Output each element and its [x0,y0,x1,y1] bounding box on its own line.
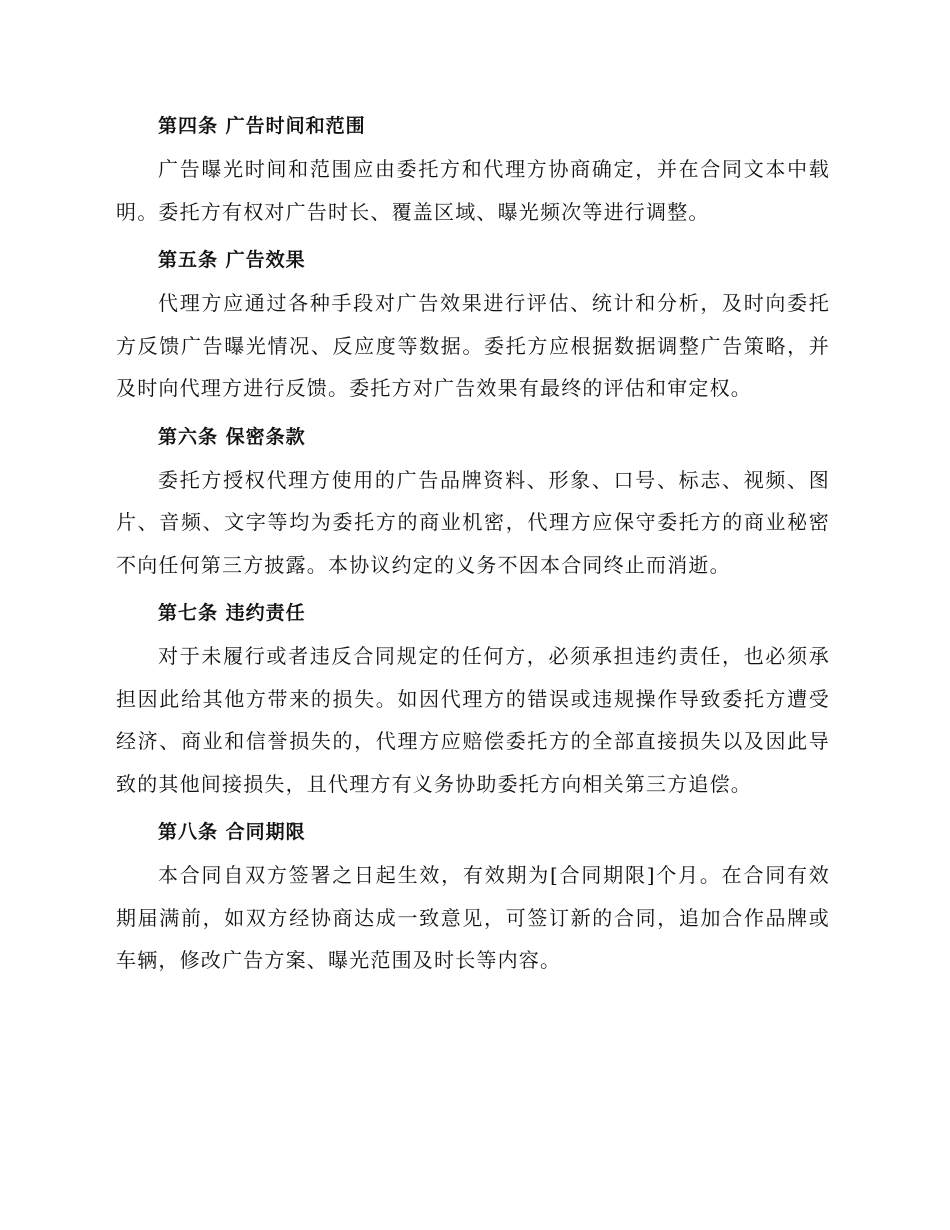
section-body: 本合同自双方签署之日起生效，有效期为[合同期限]个月。在合同有效期届满前，如双方经协商达成一致意见，可签订新的合同，追加合作品牌或车辆，修改广告方案、曝光范围及时长等内容。 [116,863,830,972]
section-article-5 [116,238,830,410]
section-body: 对于未履行或者违反合同规定的任何方，必须承担违约责任，也必须承担因此给其他方带来的损失。如因代理方的错误或违规操作导致委托方遭受经济、商业和信誉损失的，代理方应赔偿委托方的全部直接损失以及因此导致的其他间接损失，且代理方有义务协助委托方向相关第三方追偿。 [116,644,830,796]
section-heading: 第八条 合同期限 [158,821,306,843]
section-heading: 第六条 保密条款 [158,425,306,448]
section-article-4 [116,104,830,233]
section-heading: 第四条 广告时间和范围 [158,115,366,137]
section-body: 广告曝光时间和范围应由委托方和代理方协商确定，并在合同文本中载明。委托方有权对广告时长、覆盖区域、曝光频次等进行调整。 [116,157,830,224]
section-heading: 第五条 广告效果 [158,249,306,271]
section-article-7 [116,591,830,805]
document-page [116,104,830,987]
section-body: 委托方授权代理方使用的广告品牌资料、形象、口号、标志、视频、图片、音频、文字等均为委托方的商业机密，代理方应保守委托方的商业秘密不向任何第三方披露。本协议约定的义务不因本合同终止而消逝。 [116,467,830,577]
section-article-6 [116,415,830,587]
section-heading: 第七条 违约责任 [158,602,306,624]
section-body: 代理方应通过各种手段对广告效果进行评估、统计和分析，及时向委托方反馈广告曝光情况、反应度等数据。委托方应根据数据调整广告策略，并及时向代理方进行反馈。委托方对广告效果有最终的评估和审定权。 [116,291,830,400]
section-article-8 [116,810,830,982]
